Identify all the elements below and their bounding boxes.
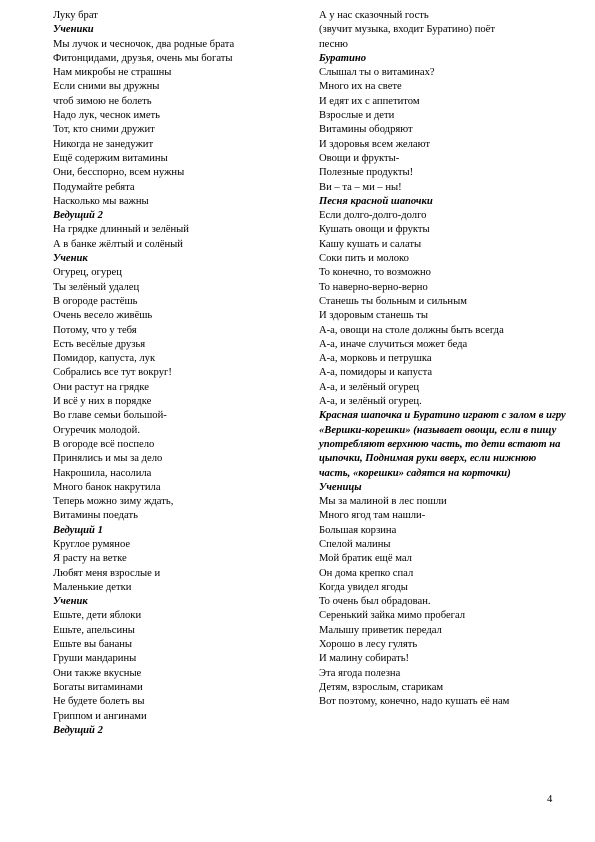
text-line: Взрослые и дети [319,110,395,122]
text-line: Нам микробы не страшны [53,67,172,79]
text-line: Овощи и фрукты- [319,152,400,164]
speaker-heading: Ученик [53,253,88,265]
text-line: А-а, помидоры и капуста [319,367,433,379]
text-line: Очень весело живёшь [53,310,153,322]
text-line: Ты зелёный удалец [53,281,140,293]
text-line: И малину собирать! [319,653,410,665]
text-line: Помидор, капуста, лук [53,353,156,365]
text-line: Они также вкусные [53,667,142,679]
text-line: Насколько мы важны [53,195,149,207]
text-line: Кушать овощи и фрукты [319,224,430,236]
text-line: Не будете болеть вы [53,696,145,708]
text-line: (звучит музыка, входит Буратино) поёт [319,24,496,36]
text-line: А-а, иначе случиться может беда [319,338,468,350]
text-line: Луку брат [53,10,98,21]
text-line: Есть весёлые друзья [53,338,146,350]
text-line: Мы за малиной в лес пошли [319,496,447,508]
speaker-heading: Ведущий 2 [53,210,103,222]
speaker-heading: Ведущий 1 [53,524,103,536]
text-line: Когда увидел ягоды [319,581,408,593]
text-line: Они, бесспорно, всем нужны [53,167,185,179]
text-line: Витамины ободряют [319,124,413,136]
text-line: Ешьте вы бананы [53,639,133,651]
text-line: А-а, и зелёный огурец. [319,396,422,408]
text-line: песню [319,38,348,50]
text-line: Принялись и мы за дело [53,453,163,465]
text-line: Большая корзина [319,524,397,536]
speaker-heading: Ученик [53,596,88,608]
text-line: И всё у них в порядке [53,396,152,408]
right-column [319,9,569,710]
text-line: Кашу кушать и салаты [319,238,422,250]
text-line: Потому, что у тебя [53,324,137,336]
text-line: То очень был обрадован. [319,596,431,608]
text-line: А у нас сказочный гость [319,10,429,21]
text-line: Если долго-долго-долго [319,210,427,222]
text-line: А в банке жёлтый и солёный [53,238,183,250]
text-line: Спелой малины [319,538,391,550]
text-line: Собрались все тут вокруг! [53,367,172,379]
speaker-heading: Ученицы [319,481,362,493]
text-line: Огурец, огурец [53,267,122,279]
text-line: Полезные продукты! [319,167,414,179]
text-line: И едят их с аппетитом [319,95,420,107]
text-line: И здоровым станешь ты [319,310,428,322]
text-line: И здоровья всем желают [319,138,431,150]
text-line: Он дома крепко спал [319,567,414,579]
text-line: Эта ягода полезна [319,667,401,679]
text-line: Малышу приветик передал [319,624,442,636]
text-line: Хорошо в лесу гулять [319,639,418,651]
text-line: Тот, кто сними дружит [53,124,155,136]
left-column [53,9,305,738]
speaker-heading: Песня красной шапочки [319,195,433,207]
text-line: Много ягод там нашли- [319,510,426,522]
text-line: Груши мандарины [53,653,137,665]
text-line: Никогда не занедужит [53,138,154,150]
text-line: Огуречик молодой. [53,424,140,436]
text-line: Любят меня взрослые и [53,567,161,579]
text-line: В огороде растёшь [53,295,138,307]
page-number: 4 [547,794,553,805]
text-line: Надо лук, чеснок иметь [53,110,161,122]
text-line: Ешьте, дети яблоки [53,610,142,622]
text-line: Ви – та – ми – ны! [319,181,402,193]
text-line: То конечно, то возможно [319,267,431,279]
text-line: То наверно-верно-верно [319,281,428,293]
text-line: Мой братик ещё мал [319,553,412,565]
text-line: Во главе семьи большой- [53,410,167,422]
text-line: Детям, взрослым, старикам [319,681,444,693]
text-line: Подумайте ребята [53,181,135,193]
speaker-heading: Ведущий 2 [53,724,103,736]
text-line: Гриппом и ангинами [53,710,147,722]
text-line: Много банок накрутила [53,481,161,493]
text-line: А-а, овощи на столе должны быть всегда [319,324,504,336]
text-line: Я расту на ветке [53,553,127,565]
text-line: Они растут на грядке [53,381,149,393]
text-line: А-а, и зелёный огурец [319,381,420,393]
text-line: Соки пить и молоко [319,253,409,265]
text-line: Слышал ты о витаминах? [319,67,435,79]
text-line: Фитонцидами, друзья, очень мы богаты [53,52,233,64]
text-line: Станешь ты больным и сильным [319,295,467,307]
text-line: В огороде всё поспело [53,438,155,450]
text-line: Теперь можно зиму ждать, [53,496,174,508]
text-line: Круглое румяное [53,538,131,550]
stage-direction: Красная шапочка и Буратино играют с залом в игру «Вершки-корешки» (называет овощи, если в пищу употребляют верхнюю часть, то дети встают на цыпочки, Поднимая руки вверх, если нижнюю часть, «корешки» садятся на корточки) [319,410,566,479]
text-line: Много их на свете [319,81,402,93]
text-line: Маленькие детки [53,581,132,593]
text-line: Если сними вы дружны [53,81,160,93]
text-line: Вот поэтому, конечно, надо кушать её нам [319,696,510,708]
speaker-heading: Ученики [53,24,94,36]
text-line: Ешьте, апельсины [53,624,135,636]
text-line: Серенький зайка мимо пробегал [319,610,466,622]
text-line: Витамины поедать [53,510,138,522]
text-line: А-а, морковь и петрушка [319,353,432,365]
text-line: Богаты витаминами [53,681,143,693]
speaker-heading: Буратино [319,52,367,64]
text-line: Накрошила, насолила [53,467,152,479]
text-line: На грядке длинный и зелёный [53,224,189,236]
text-line: чтоб зимою не болеть [53,95,152,107]
text-line: Ещё содержим витамины [53,152,168,164]
text-line: Мы лучок и чесночок, два родные брата [53,38,235,50]
